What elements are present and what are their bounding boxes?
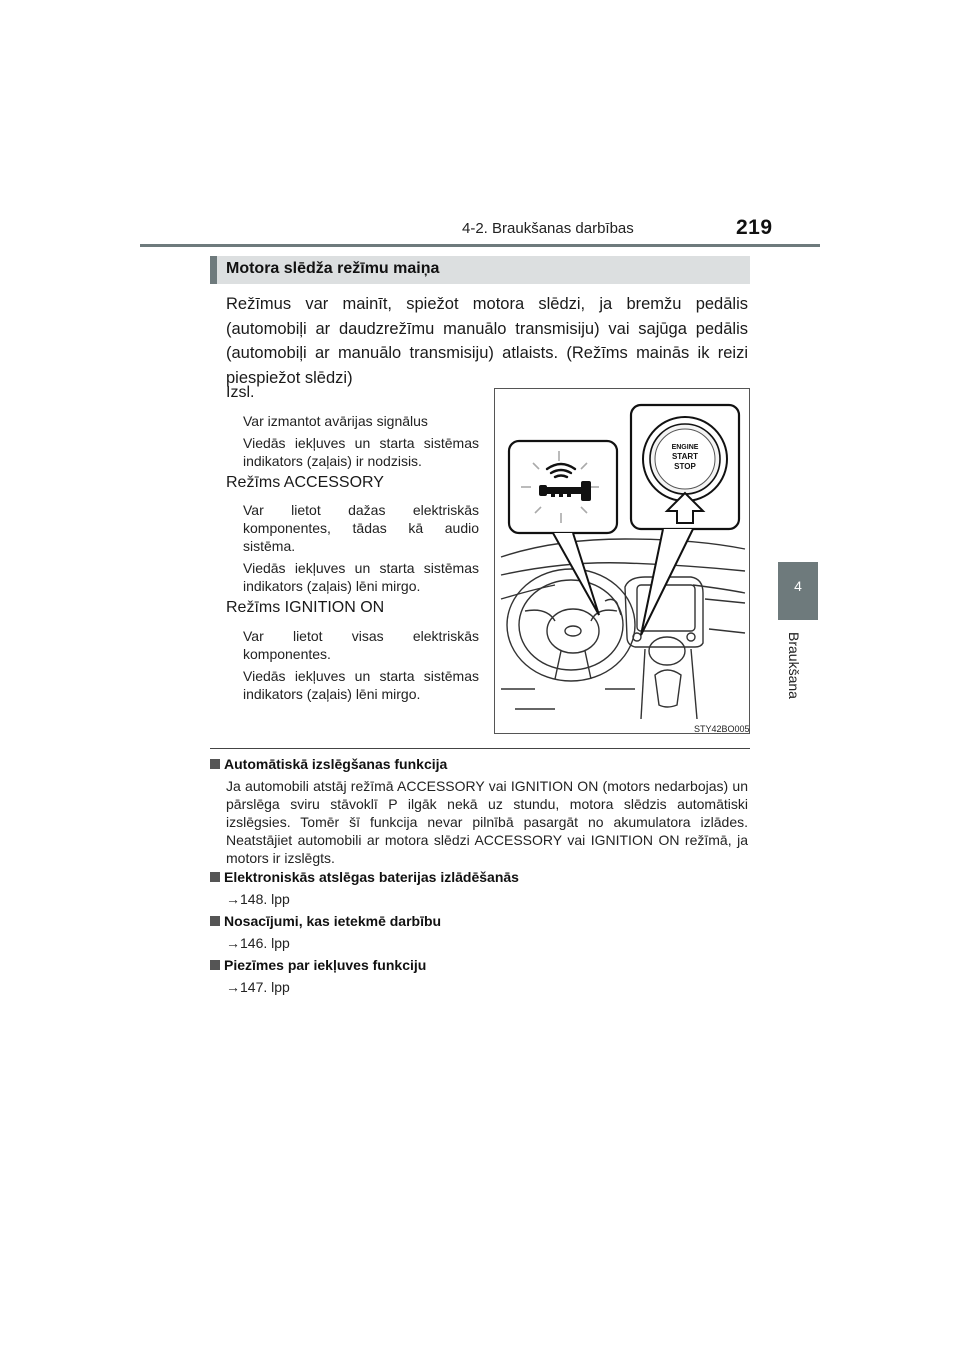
note-auto-off-title-row bbox=[210, 756, 447, 772]
mode-accessory-desc-2: Viedās iekļuves un starta sistēmas indikators (zaļais) lēni mirgo. bbox=[243, 560, 479, 594]
header-rule bbox=[140, 244, 820, 247]
page-number: 219 bbox=[736, 216, 773, 239]
running-header: 4-2. Braukšanas darbības bbox=[462, 220, 634, 237]
note-conditions-title-row bbox=[210, 913, 441, 929]
bullet-square-icon bbox=[210, 916, 220, 926]
mode-ignition-title: Režīms IGNITION ON bbox=[226, 599, 385, 616]
mode-accessory-desc-1: Var lietot dažas elektriskās komponentes, tādas kā audio sistēma. bbox=[243, 502, 479, 554]
chapter-tab-number: 4 bbox=[794, 578, 802, 594]
button-label-engine: ENGINE bbox=[671, 444, 699, 451]
note-auto-off-title: Automātiskā izslēgšanas funkcija bbox=[224, 756, 448, 772]
note-battery-title: Elektroniskās atslēgas baterijas izlādēšanās bbox=[224, 869, 519, 885]
mode-off-desc-2: Viedās iekļuves un starta sistēmas indikators (zaļais) ir nodzisis. bbox=[243, 435, 479, 469]
figure-code: STY42BO005 bbox=[694, 724, 750, 734]
note-battery-title-row bbox=[210, 869, 519, 885]
note-entry-ref[interactable]: →147. lpp bbox=[226, 979, 290, 995]
bullet-square-icon bbox=[210, 759, 220, 769]
dashboard-illustration bbox=[495, 389, 749, 733]
section-title: Motora slēdža režīmu maiņa bbox=[226, 260, 440, 277]
dashboard-figure bbox=[494, 388, 750, 734]
note-conditions-ref[interactable]: →146. lpp bbox=[226, 935, 290, 951]
note-entry-title: Piezīmes par iekļuves funkciju bbox=[224, 957, 427, 973]
button-label-stop: STOP bbox=[674, 462, 696, 471]
chapter-tab-label: Braukšana bbox=[786, 632, 802, 699]
chapter-tab-label-box bbox=[780, 632, 806, 712]
bullet-square-icon bbox=[210, 872, 220, 882]
mode-off-title: Izsl. bbox=[226, 384, 255, 401]
button-label-start: START bbox=[671, 452, 699, 461]
mode-ignition-desc-1: Var lietot visas elektriskās komponentes. bbox=[243, 628, 479, 662]
section-divider bbox=[210, 748, 750, 749]
note-conditions-title: Nosacījumi, kas ietekmē darbību bbox=[224, 913, 442, 929]
mode-ignition-desc-2: Viedās iekļuves un starta sistēmas indikators (zaļais) lēni mirgo. bbox=[243, 668, 479, 702]
mode-off-desc-1: Var izmantot avārijas signālus bbox=[243, 413, 428, 429]
note-entry-title-row bbox=[210, 957, 426, 973]
intro-paragraph: Režīmus var mainīt, spiežot motora slēdzi, ja bremžu pedālis (automobiļi ar daudzrežīmu manuālo transmisiju) vai sajūga pedālis (automobiļi ar manuālo transmisiju) atlaists. (Režīms mainās ik reizi piespiežot slēdzi) bbox=[226, 295, 748, 387]
section-heading-marker bbox=[210, 256, 217, 284]
note-auto-off-body: Ja automobili atstāj režīmā ACCESSORY vai IGNITION ON (motors nedarbojas) un pārslēga sviru stāvoklī P ilgāk nekā uz stundu, motora slēdzis automātiski izslēgsies. Tomēr šī funkcija nevar pilnībā pasargāt no akumulatora izlādes. Neatstājiet automobili ar motora slēdzi ACCESSORY vai IGNITION ON režīmā, ja motors ir izslēgts. bbox=[226, 778, 748, 866]
note-battery-ref[interactable]: →148. lpp bbox=[226, 891, 290, 907]
bullet-square-icon bbox=[210, 960, 220, 970]
mode-accessory-title: Režīms ACCESSORY bbox=[226, 474, 384, 491]
